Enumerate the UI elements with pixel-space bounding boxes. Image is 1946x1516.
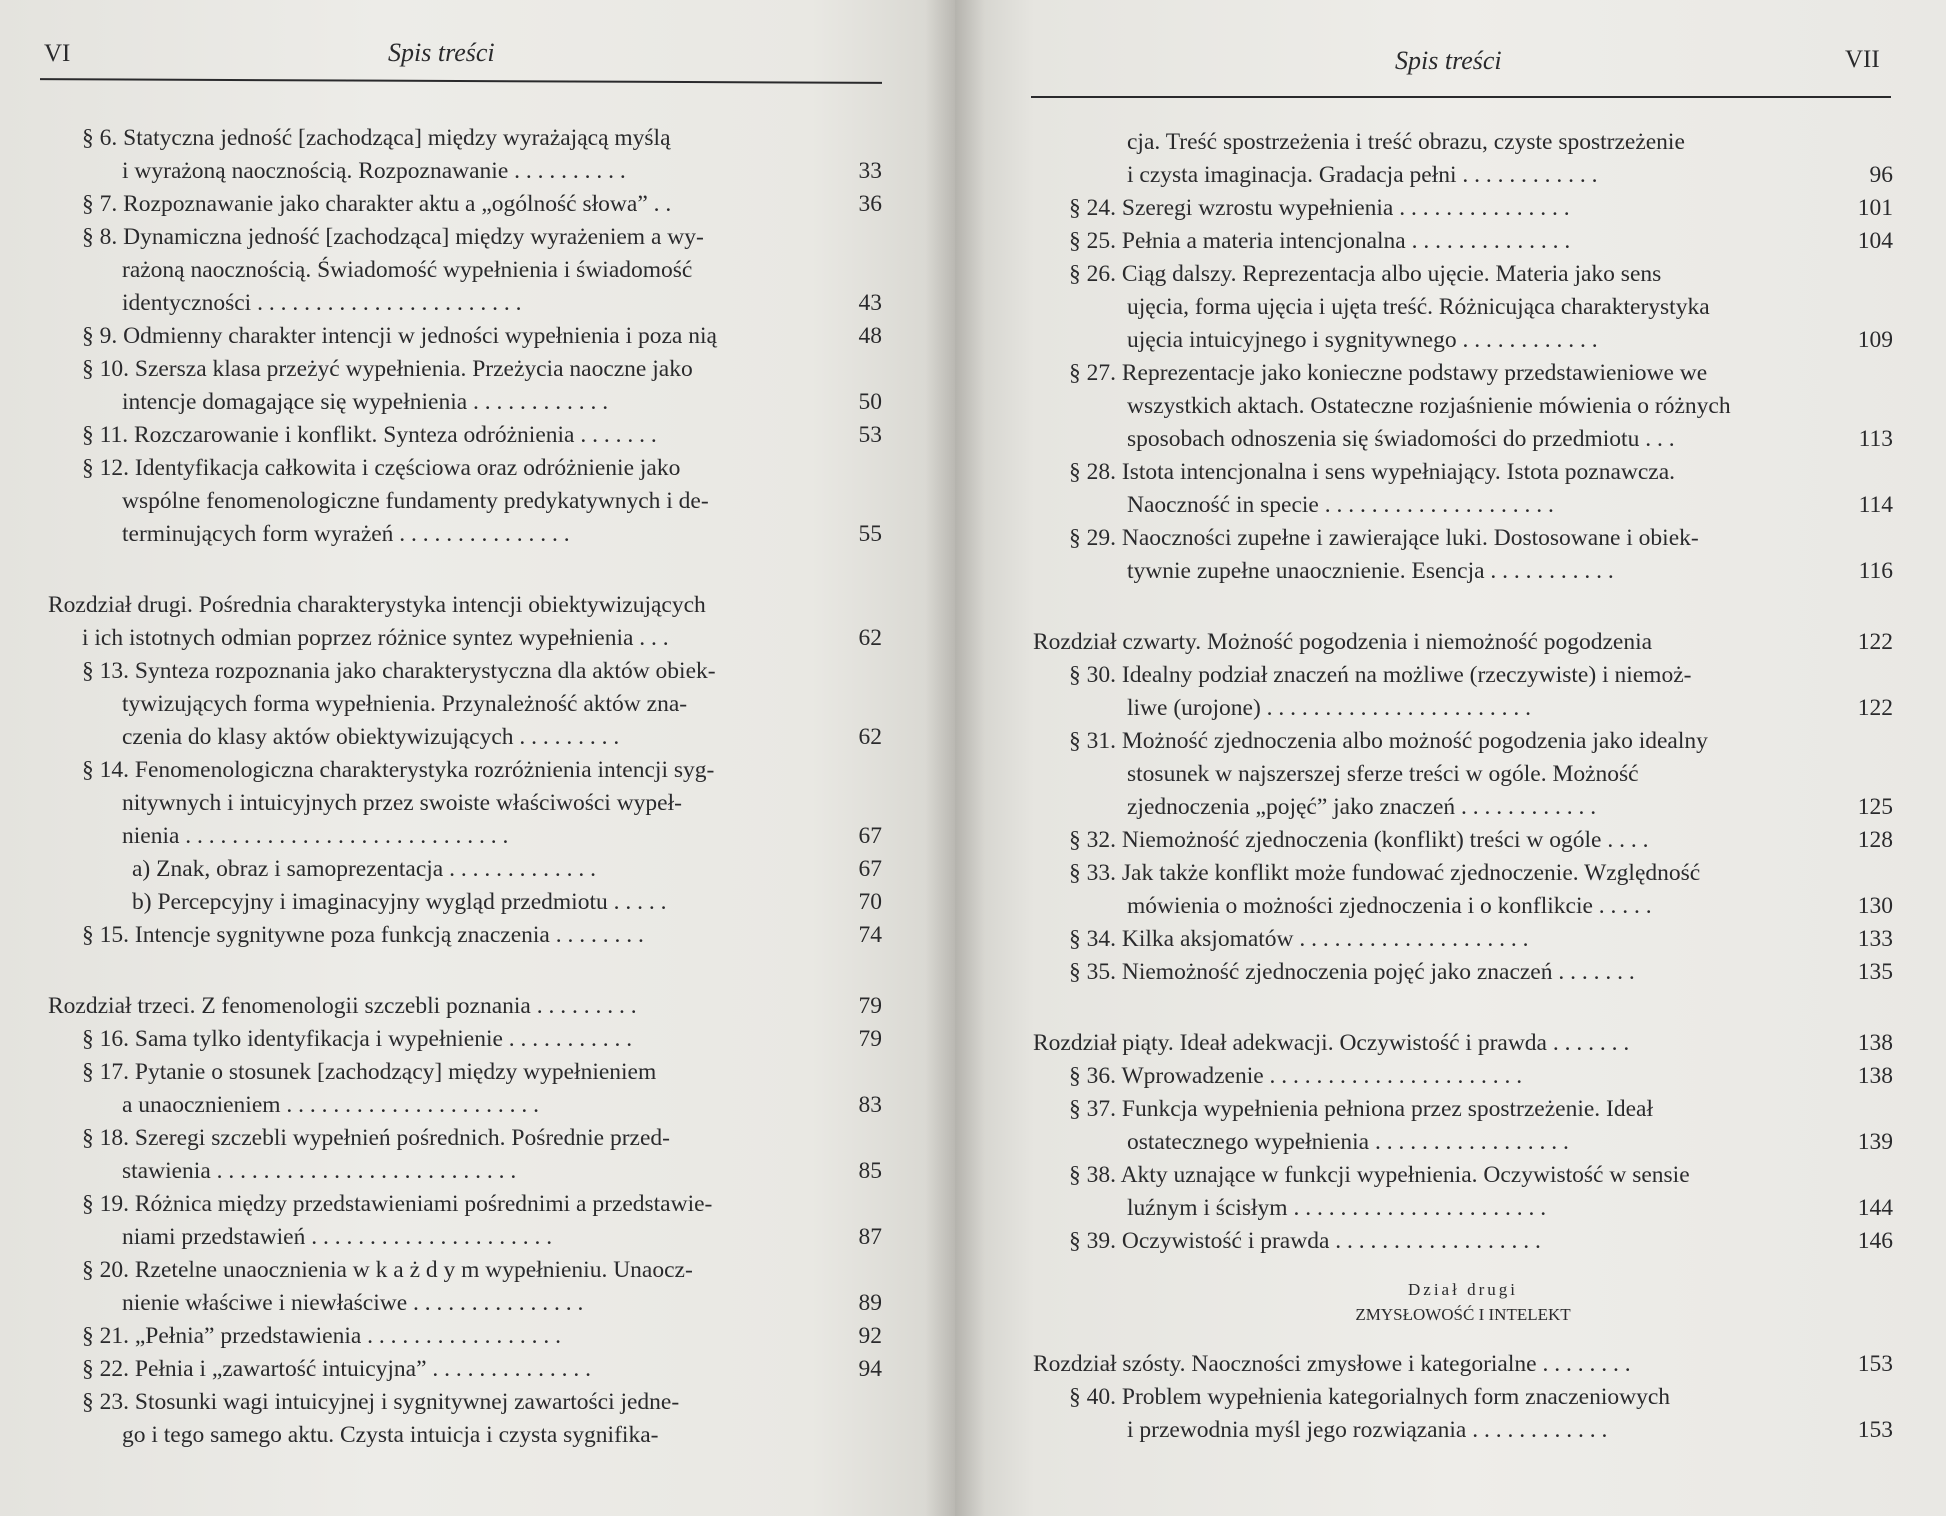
toc-entry-line: Rozdział czwarty. Możność pogodzenia i niemożność pogodzenia	[1033, 629, 1653, 655]
toc-entry-line: czenia do klasy aktów obiektywizujących . . . . . . . . .	[122, 724, 620, 750]
toc-page-number: 122	[1857, 695, 1893, 721]
toc-entry-line: Rozdział drugi. Pośrednia charakterystyka intencji obiektywizujących	[48, 592, 706, 618]
toc-entry[interactable]	[48, 886, 882, 919]
toc-page-number: 70	[858, 889, 882, 915]
toc-page-number: 62	[858, 625, 882, 651]
toc-entry-line: luźnym i ścisłym . . . . . . . . . . . . . . . . . . . . . .	[1127, 1195, 1547, 1221]
toc-entry-line: § 21. „Pełnia” przedstawienia . . . . . . . . . . . . . . . . .	[82, 1323, 562, 1349]
toc-entry-line: § 17. Pytanie o stosunek [zachodzący] między wypełnieniem	[82, 1059, 657, 1085]
toc-entry[interactable]	[1033, 725, 1893, 824]
toc-entry-line: § 13. Synteza rozpoznania jako charakterystyczna dla aktów obiek-	[82, 658, 716, 684]
page-number: VI	[44, 40, 71, 67]
toc-entry-line: a) Znak, obraz i samoprezentacja . . . . . . . . . . . . .	[132, 856, 596, 882]
toc-entry-line: § 11. Rozczarowanie i konflikt. Synteza odróżnienia . . . . . . .	[82, 422, 657, 448]
toc-entry[interactable]	[1033, 956, 1893, 989]
toc-page-number: 83	[858, 1092, 882, 1118]
toc-entry-line: zjednoczenia „pojęć” jako znaczeń . . . . . . . . . . . .	[1127, 794, 1597, 820]
toc-entry-line: go i tego samego aktu. Czysta intuicja i czysta sygnifika-	[122, 1422, 659, 1448]
toc-entry-line: § 16. Sama tylko identyfikacja i wypełnienie . . . . . . . . . . .	[82, 1026, 633, 1052]
toc-entry-line: § 23. Stosunki wagi intuicyjnej i sygnitywnej zawartości jedne-	[82, 1389, 680, 1415]
section-gap	[1033, 989, 1893, 1027]
toc-entry-line: § 14. Fenomenologiczna charakterystyka rozróżnienia intencji syg-	[82, 757, 715, 783]
toc-entry-line: rażoną naocznością. Świadomość wypełnienia i świadomość	[122, 257, 693, 283]
part-divider	[1033, 1278, 1893, 1328]
toc-entry[interactable]	[48, 1056, 882, 1122]
toc-page-number: 50	[858, 389, 882, 415]
toc-page-number: 55	[858, 521, 882, 547]
toc-page-number: 153	[1857, 1417, 1893, 1443]
header-rule	[1031, 96, 1891, 98]
toc-entry[interactable]	[48, 353, 882, 419]
toc-entry[interactable]	[1033, 857, 1893, 923]
toc-page-number: 85	[858, 1158, 882, 1184]
toc-entry-line: § 7. Rozpoznawanie jako charakter aktu a „ogólność słowa” . .	[82, 191, 672, 217]
toc-entry-line: § 40. Problem wypełnienia kategorialnych form znaczeniowych	[1069, 1384, 1671, 1410]
toc-page-number: 113	[1858, 426, 1893, 452]
toc-entry[interactable]	[48, 919, 882, 952]
toc-page-number: 101	[1857, 195, 1893, 221]
toc-entry-line: nienia . . . . . . . . . . . . . . . . . . . . . . . . . . . .	[122, 823, 509, 849]
toc-entry-line: Rozdział szósty. Naoczności zmysłowe i kategorialne . . . . . . . .	[1033, 1351, 1631, 1377]
header-rule	[40, 78, 882, 84]
toc-entry-line: i wyrażoną naocznością. Rozpoznawanie . . . . . . . . . .	[122, 158, 626, 184]
toc-entry-line: sposobach odnoszenia się świadomości do przedmiotu . . .	[1127, 426, 1675, 452]
left-page	[0, 0, 955, 1516]
toc-entry-line: § 9. Odmienny charakter intencji w jedności wypełnienia i poza nią	[82, 323, 717, 349]
toc-chapter-entry[interactable]	[1033, 1027, 1893, 1060]
toc-entry[interactable]	[1033, 659, 1893, 725]
toc-entry[interactable]	[1033, 225, 1893, 258]
toc-chapter-entry[interactable]	[1033, 626, 1893, 659]
toc-page-number: 138	[1857, 1030, 1893, 1056]
toc-entry-line: b) Percepcyjny i imaginacyjny wygląd przedmiotu . . . . .	[132, 889, 667, 915]
toc-entry-line: § 35. Niemożność zjednoczenia pojęć jako znaczeń . . . . . . .	[1069, 959, 1635, 985]
toc-entry-line: Naoczność in specie . . . . . . . . . . . . . . . . . . . .	[1127, 492, 1554, 518]
toc-entry-line: wspólne fenomenologiczne fundamenty predykatywnych i de-	[122, 488, 709, 514]
running-title: Spis treści	[388, 38, 495, 67]
toc-entry-line: mówienia o możności zjednoczenia i o konflikcie . . . . .	[1127, 893, 1652, 919]
toc-page-number: 144	[1857, 1195, 1893, 1221]
toc-entry-line: liwe (urojone) . . . . . . . . . . . . . . . . . . . . . . .	[1127, 695, 1532, 721]
toc-page-number: 79	[858, 1026, 882, 1052]
toc-entry-line: § 26. Ciąg dalszy. Reprezentacja albo ujęcie. Materia jako sens	[1069, 261, 1662, 287]
toc-page-number: 53	[858, 422, 882, 448]
toc-entry[interactable]	[1033, 126, 1893, 192]
toc-entry[interactable]	[48, 1353, 882, 1386]
toc-page-number: 104	[1857, 228, 1893, 254]
toc-entry-line: stawienia . . . . . . . . . . . . . . . . . . . . . . . . . .	[122, 1158, 517, 1184]
toc-page-number: 153	[1857, 1351, 1893, 1377]
toc-entry-line: ostatecznego wypełnienia . . . . . . . . . . . . . . . . .	[1127, 1129, 1569, 1155]
toc-page-number: 79	[858, 993, 882, 1019]
toc-entry-line: § 18. Szeregi szczebli wypełnień pośrednich. Pośrednie przed-	[82, 1125, 670, 1151]
section-gap	[1033, 588, 1893, 626]
toc-entry-line: Rozdział piąty. Ideał adekwacji. Oczywistość i prawda . . . . . . .	[1033, 1030, 1630, 1056]
toc-entry[interactable]	[1033, 1093, 1893, 1159]
toc-entry-line: § 8. Dynamiczna jedność [zachodząca] między wyrażeniem a wy-	[82, 224, 704, 250]
toc-entry-line: § 31. Możność zjednoczenia albo możność pogodzenia jako idealny	[1069, 728, 1708, 754]
toc-page-number: 87	[858, 1224, 882, 1250]
toc-page-number: 48	[858, 323, 882, 349]
toc-page-number: 114	[1858, 492, 1893, 518]
toc-entry[interactable]	[48, 122, 882, 188]
running-title: Spis treści	[1395, 46, 1502, 75]
toc-page-number: 67	[858, 856, 882, 882]
toc-entry[interactable]	[1033, 192, 1893, 225]
toc-left	[48, 122, 882, 1452]
toc-entry-line: § 6. Statyczna jedność [zachodząca] między wyrażającą myślą	[82, 125, 671, 151]
toc-page-number: 128	[1857, 827, 1893, 853]
toc-page-number: 109	[1857, 327, 1893, 353]
toc-entry-line: § 12. Identyfikacja całkowita i częściowa oraz odróżnienie jako	[82, 455, 681, 481]
toc-entry-line: i ich istotnych odmian poprzez różnice syntez wypełnienia . . .	[82, 625, 669, 651]
toc-entry[interactable]	[1033, 824, 1893, 857]
toc-entry[interactable]	[48, 1320, 882, 1353]
toc-entry-line: § 30. Idealny podział znaczeń na możliwe (rzeczywiste) i niemoż-	[1069, 662, 1692, 688]
toc-entry-line: § 20. Rzetelne unaocznienia w k a ż d y m wypełnieniu. Unaocz-	[82, 1257, 693, 1283]
toc-entry-line: § 36. Wprowadzenie . . . . . . . . . . . . . . . . . . . . . .	[1069, 1063, 1523, 1089]
toc-entry-line: § 38. Akty uznające w funkcji wypełnienia. Oczywistość w sensie	[1069, 1162, 1690, 1188]
toc-entry-line: ujęcia, forma ujęcia i ujęta treść. Różnicująca charakterystyka	[1127, 294, 1710, 320]
toc-entry-line: cja. Treść spostrzeżenia i treść obrazu, czyste spostrzeżenie	[1127, 129, 1685, 155]
toc-entry-line: § 24. Szeregi wzrostu wypełnienia . . . . . . . . . . . . . . .	[1069, 195, 1570, 221]
toc-entry[interactable]	[48, 853, 882, 886]
toc-entry-line: § 10. Szersza klasa przeżyć wypełnienia. Przeżycia naoczne jako	[82, 356, 693, 382]
toc-page-number: 130	[1857, 893, 1893, 919]
toc-entry-line: § 39. Oczywistość i prawda . . . . . . . . . . . . . . . . . .	[1069, 1228, 1541, 1254]
toc-entry-line: nitywnych i intuicyjnych przez swoiste właściwości wypeł-	[122, 790, 682, 816]
page-number: VII	[1845, 46, 1880, 73]
toc-page-number: 139	[1857, 1129, 1893, 1155]
toc-entry-line: § 29. Naoczności zupełne i zawierające luki. Dostosowane i obiek-	[1069, 525, 1699, 551]
toc-entry-line: § 15. Intencje sygnitywne poza funkcją znaczenia . . . . . . . .	[82, 922, 644, 948]
toc-page-number: 92	[858, 1323, 882, 1349]
toc-page-number: 116	[1858, 558, 1893, 584]
toc-entry-line: § 37. Funkcja wypełnienia pełniona przez spostrzeżenie. Ideał	[1069, 1096, 1654, 1122]
toc-entry-line: a unaocznieniem . . . . . . . . . . . . . . . . . . . . . .	[122, 1092, 540, 1118]
toc-entry-line: § 28. Istota intencjonalna i sens wypełniający. Istota poznawcza.	[1069, 459, 1676, 485]
toc-page-number: 94	[858, 1356, 882, 1382]
toc-chapter-entry[interactable]	[48, 589, 882, 655]
toc-page-number: 122	[1857, 629, 1893, 655]
toc-page-number: 33	[858, 158, 882, 184]
toc-entry[interactable]	[1033, 1159, 1893, 1225]
toc-chapter-entry[interactable]	[48, 990, 882, 1023]
toc-chapter-entry[interactable]	[1033, 1348, 1893, 1381]
toc-page-number: 135	[1857, 959, 1893, 985]
toc-entry-line: § 33. Jak także konflikt może fundować zjednoczenie. Względność	[1069, 860, 1701, 886]
toc-page-number: 133	[1857, 926, 1893, 952]
toc-entry[interactable]	[1033, 258, 1893, 357]
toc-page-number: 36	[858, 191, 882, 217]
toc-entry-line: tywizujących forma wypełnienia. Przynależność aktów zna-	[122, 691, 688, 717]
toc-entry[interactable]	[1033, 357, 1893, 456]
toc-entry[interactable]	[48, 188, 882, 221]
toc-entry[interactable]	[48, 419, 882, 452]
toc-entry-line: § 19. Różnica między przedstawieniami pośrednimi a przedstawie-	[82, 1191, 713, 1217]
toc-entry-line: intencje domagające się wypełnienia . . . . . . . . . . . .	[122, 389, 609, 415]
toc-entry-line: § 27. Reprezentacje jako konieczne podstawy przedstawieniowe we	[1069, 360, 1708, 386]
section-gap	[48, 952, 882, 990]
toc-entry-line: terminujących form wyrażeń . . . . . . . . . . . . . . .	[122, 521, 570, 547]
section-gap	[48, 551, 882, 589]
toc-entry[interactable]	[1033, 923, 1893, 956]
part-subheading: ZMYSŁOWOŚĆ I INTELEKT	[1355, 1305, 1571, 1324]
toc-entry[interactable]	[1033, 1060, 1893, 1093]
toc-page-number: 62	[858, 724, 882, 750]
toc-entry[interactable]	[48, 221, 882, 320]
toc-page-number: 96	[1869, 162, 1893, 188]
toc-entry[interactable]	[48, 1254, 882, 1320]
book-gutter	[925, 0, 985, 1516]
toc-entry-line: identyczności . . . . . . . . . . . . . . . . . . . . . . .	[122, 290, 522, 316]
toc-entry-line: § 34. Kilka aksjomatów . . . . . . . . . . . . . . . . . . . .	[1069, 926, 1529, 952]
toc-entry[interactable]	[48, 1386, 882, 1452]
toc-entry[interactable]	[48, 320, 882, 353]
toc-entry-line: ujęcia intuicyjnego i sygnitywnego . . . . . . . . . . . .	[1127, 327, 1598, 353]
toc-right	[1033, 126, 1893, 1258]
toc-entry-line: § 22. Pełnia i „zawartość intuicyjna” . . . . . . . . . . . . . .	[82, 1356, 592, 1382]
toc-entry[interactable]	[1033, 1381, 1893, 1447]
toc-entry-line: tywnie zupełne unaocznienie. Esencja . . . . . . . . . . .	[1127, 558, 1614, 584]
toc-entry[interactable]	[1033, 456, 1893, 522]
toc-page-number: 146	[1857, 1228, 1893, 1254]
toc-entry-line: i przewodnia myśl jego rozwiązania . . . . . . . . . . . .	[1127, 1417, 1608, 1443]
toc-entry[interactable]	[48, 754, 882, 853]
toc-entry[interactable]	[1033, 522, 1893, 588]
toc-page-number: 43	[858, 290, 882, 316]
toc-entry-line: wszystkich aktach. Ostateczne rozjaśnienie mówienia o różnych	[1127, 393, 1731, 419]
part-heading: Dział drugi	[1408, 1280, 1518, 1299]
toc-entry[interactable]	[48, 655, 882, 754]
toc-page-number: 138	[1857, 1063, 1893, 1089]
toc-entry[interactable]	[48, 1122, 882, 1188]
toc-entry[interactable]	[48, 452, 882, 551]
toc-page-number: 67	[858, 823, 882, 849]
toc-entry-line: stosunek w najszerszej sferze treści w ogóle. Możność	[1127, 761, 1639, 787]
toc-entry-line: niami przedstawień . . . . . . . . . . . . . . . . . . . . .	[122, 1224, 553, 1250]
toc-entry[interactable]	[1033, 1225, 1893, 1258]
toc-entry[interactable]	[48, 1188, 882, 1254]
toc-entry-line: i czysta imaginacja. Gradacja pełni . . . . . . . . . . . .	[1127, 162, 1598, 188]
toc-entry[interactable]	[48, 1023, 882, 1056]
toc-entry-line: Rozdział trzeci. Z fenomenologii szczebli poznania . . . . . . . . .	[48, 993, 637, 1019]
toc-page-number: 74	[858, 922, 882, 948]
right-page	[955, 0, 1946, 1516]
toc-right-part2	[1033, 1348, 1893, 1447]
toc-entry-line: § 25. Pełnia a materia intencjonalna . . . . . . . . . . . . . .	[1069, 228, 1571, 254]
toc-entry-line: nienie właściwe i niewłaściwe . . . . . . . . . . . . . . .	[122, 1290, 584, 1316]
toc-entry-line: § 32. Niemożność zjednoczenia (konflikt) treści w ogóle . . . .	[1069, 827, 1649, 853]
toc-page-number: 125	[1857, 794, 1893, 820]
toc-page-number: 89	[858, 1290, 882, 1316]
